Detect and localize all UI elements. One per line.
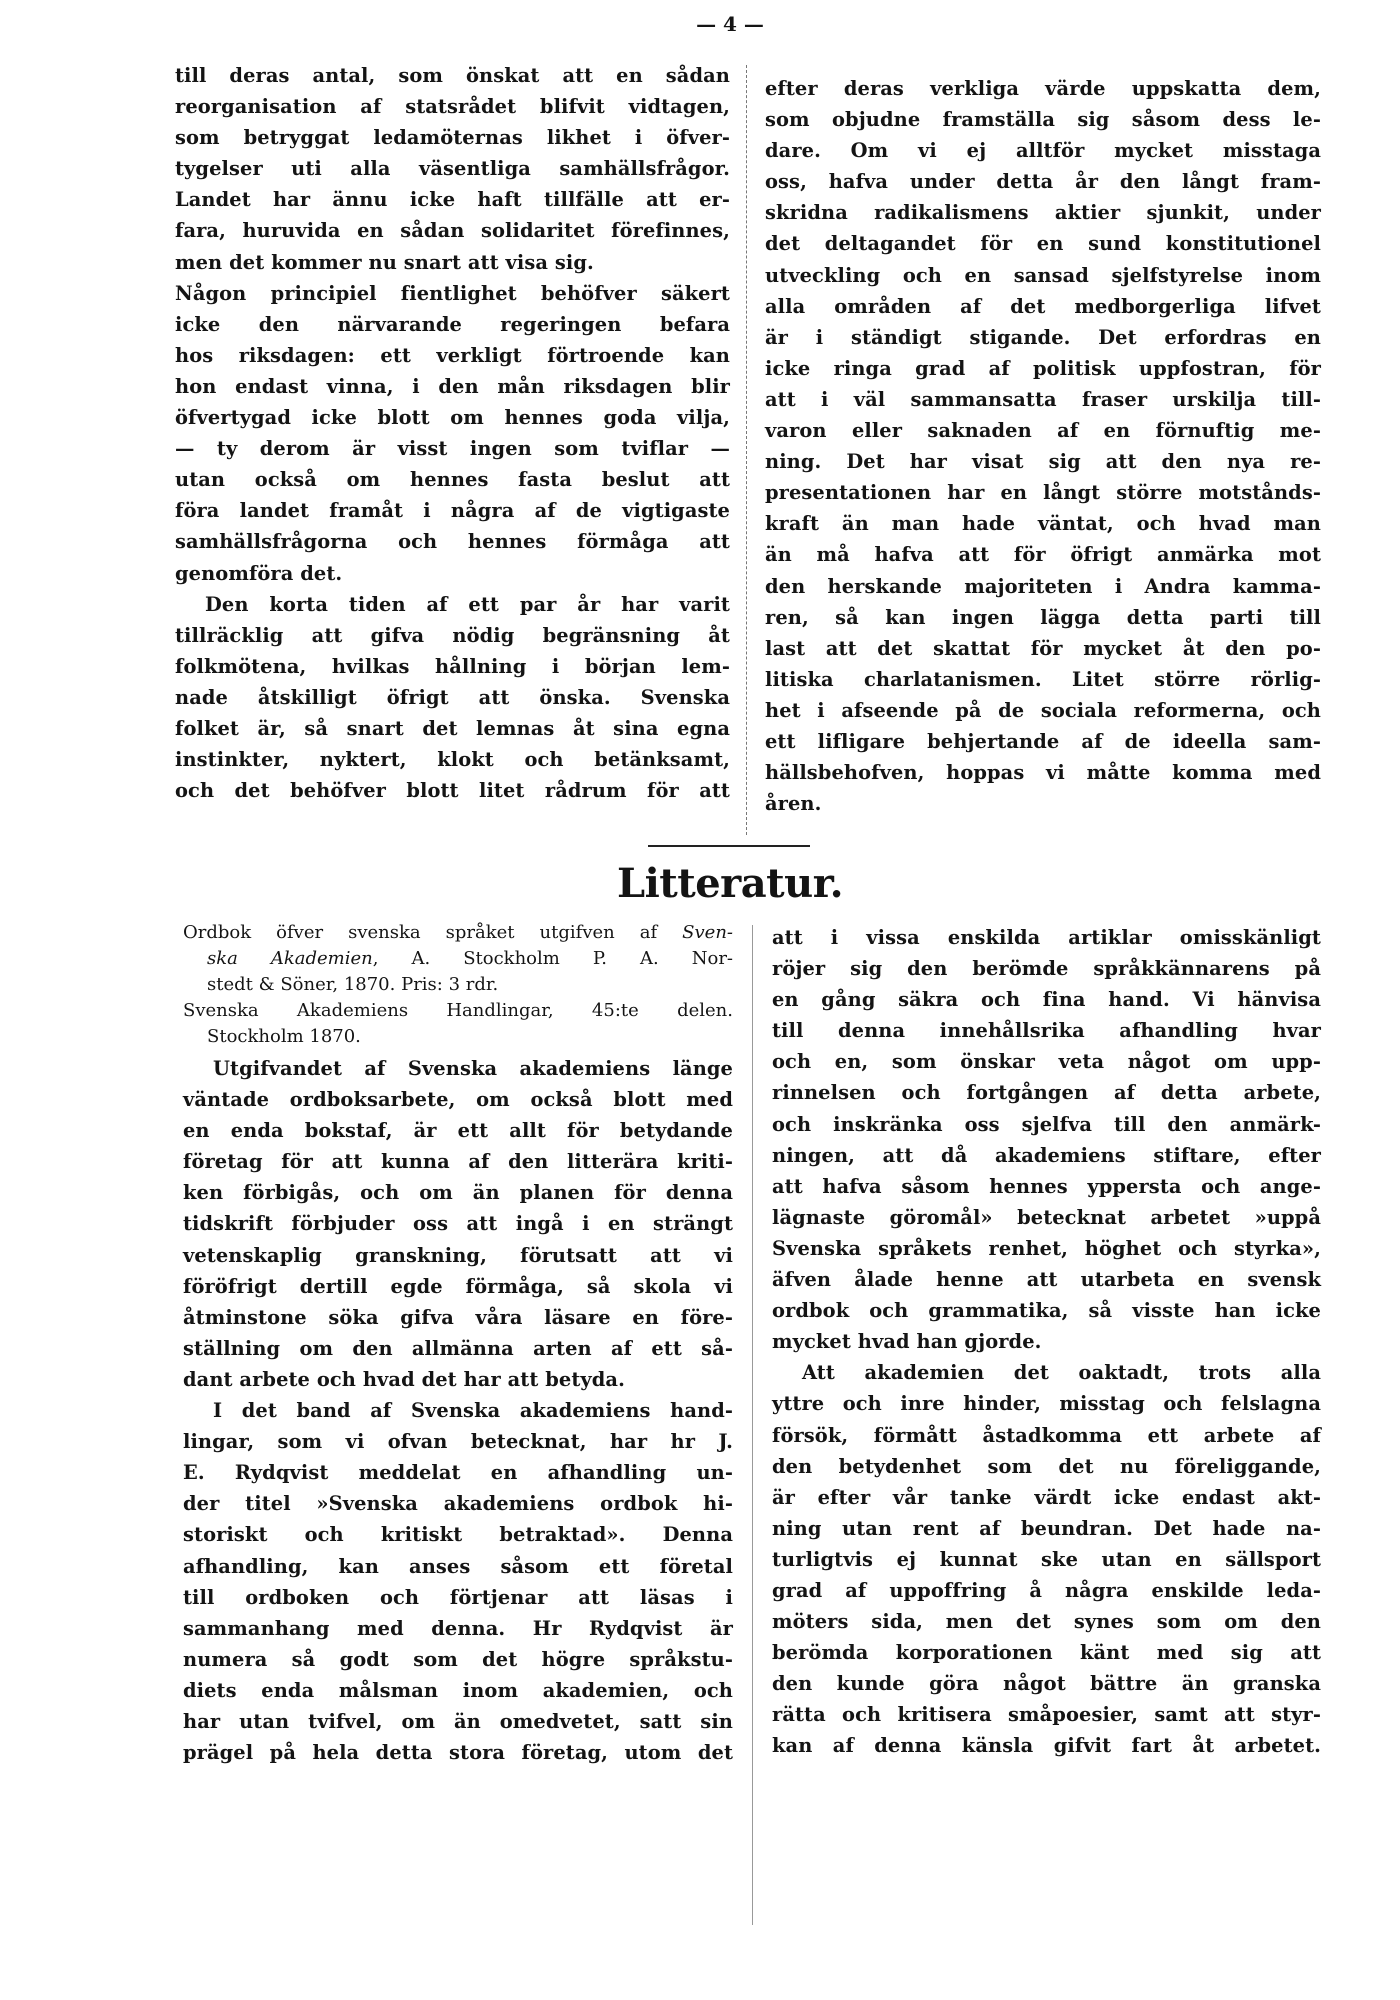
text-line: der titel »Svenska akademiens ordbok hi-	[183, 1492, 733, 1516]
text-line: tillräcklig att gifva nödig begränsning åt	[175, 623, 730, 647]
text-line: diets enda målsman inom akademien, och	[183, 1678, 733, 1702]
text-line: rinnelsen och fortgången af detta arbete,	[772, 1081, 1321, 1105]
text-line: turligtvis ej kunnat ske utan en sällsport	[772, 1547, 1321, 1571]
text-line: — ty derom är visst ingen som tviflar —	[175, 437, 730, 461]
bibliography-line	[183, 946, 733, 972]
text-line: Landet har ännu icke haft tillfälle att er-	[175, 188, 730, 212]
text-line: är efter vår tanke värdt icke endast akt-	[772, 1485, 1321, 1509]
bibliography-text: , A. Stockholm P. A. Nor-	[372, 948, 734, 969]
text-line: ning. Det har visat sig att den nya re-	[765, 450, 1321, 474]
text-line: en enda bokstaf, är ett allt för betydande	[183, 1119, 733, 1143]
text-line: samhällsfrågorna och hennes förmåga att	[175, 530, 730, 554]
text-line: har utan tvifvel, om än omedvetet, satt sin	[183, 1709, 733, 1733]
text-line: ställning om den allmänna arten af ett så-	[183, 1336, 733, 1360]
bibliography-line: Stockholm 1870.	[207, 1026, 361, 1047]
text-line: hos riksdagen: ett verkligt förtroende kan	[175, 343, 730, 367]
text-line: än må hafva att för öfrigt anmärka mot	[765, 543, 1321, 567]
text-line: litiska charlatanismen. Litet större rörlig-	[765, 667, 1321, 691]
text-line: genomföra det.	[175, 561, 343, 585]
text-line: den herskande majoriteten i Andra kamma-	[765, 574, 1321, 598]
text-line: fara, huruvida en sådan solidaritet förefinnes,	[175, 219, 730, 243]
text-line: skridna radikalismens aktier sjunkit, under	[765, 201, 1321, 225]
text-line: att hafva såsom hennes yppersta och ange-	[772, 1174, 1321, 1198]
text-line: folket är, så snart det lemnas åt sina egna	[175, 716, 730, 740]
text-line: ning utan rent af beundran. Det hade na-	[772, 1516, 1321, 1540]
text-line: till deras antal, som önskat att en sådan	[175, 64, 730, 87]
text-line: hon endast vinna, i den mån riksdagen blir	[175, 374, 730, 398]
text-line: alla områden af det medborgerliga lifvet	[765, 294, 1321, 318]
text-line: en gång säkra och fina hand. Vi hänvisa	[772, 988, 1321, 1012]
text-line: prägel på hela detta stora företag, utom det	[183, 1741, 733, 1765]
bibliography	[183, 920, 733, 1050]
text-line: nade åtskilligt öfrigt att önska. Svenska	[175, 685, 730, 709]
text-line: storiskt och kritiskt betraktad». Denna	[183, 1523, 733, 1547]
text-line: utan också om hennes fasta beslut att	[175, 468, 730, 492]
text-line: Någon principiel fientlighet behöfver säkert	[175, 281, 730, 305]
column-top-left	[175, 60, 730, 806]
column-bottom-right	[772, 922, 1321, 1762]
text-line: last att det skattat för mycket åt den po-	[765, 636, 1321, 660]
text-line: ren, så kan ingen lägga detta parti till	[765, 605, 1321, 629]
text-line: icke den närvarande regeringen befara	[175, 312, 730, 336]
text-line: och inskränka oss sjelfva till den anmärk-	[772, 1112, 1321, 1136]
text-line: dare. Om vi ej alltför mycket misstaga	[765, 139, 1321, 163]
text-line: ett lifligare behjertande af de ideella sam-	[765, 729, 1321, 753]
text-line: den kunde göra något bättre än granska	[772, 1672, 1321, 1696]
text-line: het i afseende på de sociala reformerna, och	[765, 698, 1321, 722]
column-top-right	[765, 73, 1321, 819]
text-line: hällsbehofven, hoppas vi måtte komma med	[765, 761, 1321, 785]
text-line: att i vissa enskilda artiklar omisskänligt	[772, 926, 1321, 949]
column-bottom-left	[183, 1053, 733, 1768]
column-divider	[752, 925, 754, 1925]
text-line: varon eller saknaden af en förnuftig me-	[765, 419, 1321, 443]
text-line: rätta och kritisera småpoesier, samt att styr-	[772, 1703, 1321, 1727]
text-line: kan af denna känsla gifvit fart åt arbetet.	[772, 1734, 1321, 1758]
text-line: möters sida, men det synes som om den	[772, 1610, 1321, 1634]
text-line: och det behöfver blott litet rådrum för att	[175, 779, 730, 803]
text-line: dant arbete och hvad det har att betyda.	[183, 1367, 625, 1391]
bibliography-line: Svenska Akademiens Handlingar, 45:te delen.	[183, 1000, 733, 1021]
section-divider	[648, 845, 810, 847]
text-line: reorganisation af statsrådet blifvit vidtagen,	[175, 95, 730, 119]
text-line: berömda korporationen känt med sig att	[772, 1641, 1321, 1665]
text-line: mycket hvad han gjorde.	[772, 1330, 1042, 1354]
text-line: ken förbigås, och om än planen för denna	[183, 1181, 733, 1205]
text-line: instinkter, nyktert, klokt och betänksamt,	[175, 748, 730, 772]
text-line: att i väl sammansatta fraser urskilja till-	[765, 387, 1321, 411]
text-line: föra landet framåt i några af de vigtigaste	[175, 499, 730, 523]
text-line: folkmötena, hvilkas hållning i början lem-	[175, 654, 730, 678]
text-line: yttre och inre hinder, misstag och felslagna	[772, 1392, 1321, 1416]
text-line: lingar, som vi ofvan betecknat, har hr J.	[183, 1430, 733, 1454]
text-line: tygelser uti alla väsentliga samhällsfrågor.	[175, 157, 730, 181]
text-line: föröfrigt dertill egde förmåga, så skola vi	[183, 1274, 733, 1298]
text-line: Svenska språkets renhet, höghet och styrka»,	[772, 1236, 1321, 1260]
text-line: utveckling och en sansad sjelfstyrelse inom	[765, 263, 1321, 287]
text-line: oss, hafva under detta år den långt fram-	[765, 170, 1321, 194]
text-line: den betydenhet som det nu föreliggande,	[772, 1454, 1321, 1478]
text-line: presentationen har en långt större motstånds-	[765, 481, 1321, 505]
text-line: försök, förmått åstadkomma ett arbete af	[772, 1423, 1321, 1447]
text-line: till denna innehållsrika afhandling hvar	[772, 1019, 1321, 1043]
text-line: Att akademien det oaktadt, trots alla	[802, 1361, 1321, 1385]
text-line: väntade ordboksarbete, om också blott med	[183, 1088, 733, 1112]
bibliography-line: stedt & Söner, 1870. Pris: 3 rdr.	[207, 974, 499, 995]
text-line: efter deras verkliga värde uppskatta dem,	[765, 77, 1321, 100]
text-line: men det kommer nu snart att visa sig.	[175, 250, 594, 274]
text-line: och en, som önskar veta något om upp-	[772, 1050, 1321, 1074]
text-line: I det band af Svenska akademiens hand-	[213, 1399, 733, 1423]
text-line: Den korta tiden af ett par år har varit	[205, 592, 730, 616]
text-line: åren.	[765, 792, 822, 816]
text-line: lägnaste göromål» betecknat arbetet »uppå	[772, 1205, 1321, 1229]
text-line: åtminstone söka gifva våra läsare en före-	[183, 1305, 733, 1329]
bibliography-italic: Sven-	[682, 922, 733, 943]
column-divider	[746, 65, 748, 835]
text-line: kraft än man hade väntat, och hvad man	[765, 512, 1321, 536]
bibliography-italic: ska Akademien	[207, 948, 373, 969]
text-line: Utgifvandet af Svenska akademiens länge	[213, 1057, 733, 1080]
text-line: ordbok och grammatika, så visste han icke	[772, 1299, 1321, 1323]
text-line: icke ringa grad af politisk uppfostran, för	[765, 356, 1321, 380]
text-line: öfvertygad icke blott om hennes goda vilja,	[175, 406, 730, 430]
text-line: det deltagandet för en sund konstitutionel	[765, 232, 1321, 256]
page-number: — 4 —	[696, 12, 764, 36]
text-line: E. Rydqvist meddelat en afhandling un-	[183, 1461, 733, 1485]
bibliography-text: Ordbok öfver svenska språket utgifven af	[183, 922, 683, 943]
text-line: till ordboken och förtjenar att läsas i	[183, 1585, 733, 1609]
text-line: ningen, att då akademiens stiftare, efter	[772, 1143, 1321, 1167]
text-line: är i ständigt stigande. Det erfordras en	[765, 325, 1321, 349]
text-line: som objudne framställa sig såsom dess le-	[765, 108, 1321, 132]
text-line: röjer sig den berömde språkkännarens på	[772, 957, 1321, 981]
text-line: grad af uppoffring å några enskilde leda-	[772, 1578, 1321, 1602]
text-line: som betryggat ledamöternas likhet i öfver-	[175, 126, 730, 150]
text-line: äfven ålade henne att utarbeta en svensk	[772, 1268, 1321, 1292]
text-line: numera så godt som det högre språkstu-	[183, 1647, 733, 1671]
text-line: tidskrift förbjuder oss att ingå i en strängt	[183, 1212, 733, 1236]
bibliography-line	[183, 920, 733, 946]
text-line: företag för att kunna af den litterära kriti-	[183, 1150, 733, 1174]
text-line: sammanhang med denna. Hr Rydqvist är	[183, 1616, 733, 1640]
text-line: vetenskaplig granskning, förutsatt att vi	[183, 1243, 733, 1267]
text-line: afhandling, kan anses såsom ett företal	[183, 1554, 733, 1578]
section-title: Litteratur.	[616, 860, 844, 907]
